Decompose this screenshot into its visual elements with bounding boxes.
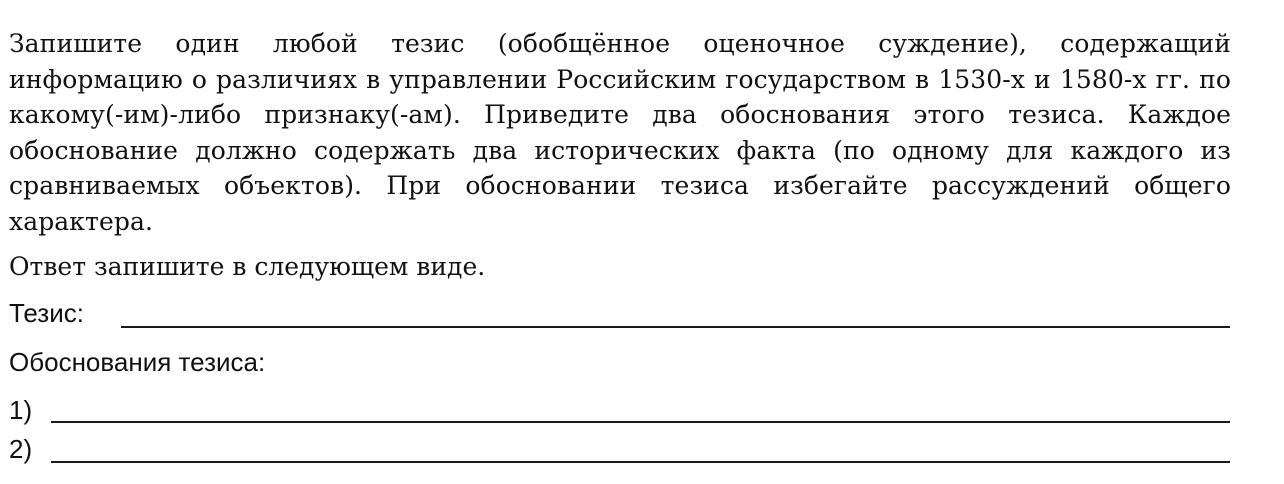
task-statement: Запишите один любой тезис (обобщённое оценочное суждение), содержащий информацию о различиях в управлении Российским государством в 1530-х и 1580-х гг. по какому(-им)-либо признаку(-ам). Приведите два обоснования этого тезиса. Каждое обоснование должно содержать два исторических факта (по одному для каждого из сравниваемых объектов). При обосновании тезиса избегайте рассуждений общего характера. xyxy=(9,29,1231,236)
justification-row-1 xyxy=(9,393,32,427)
justification-1-label: 1) xyxy=(9,395,33,425)
thesis-row xyxy=(9,296,84,330)
justification-1-answer-line[interactable] xyxy=(51,421,1230,423)
thesis-label: Тезис: xyxy=(9,298,84,328)
justifications-label: Обоснования тезиса: xyxy=(9,347,266,377)
justification-2-label: 2) xyxy=(9,434,33,464)
justification-2-answer-line[interactable] xyxy=(51,461,1230,463)
justifications-header xyxy=(9,345,265,379)
answer-format-instruction: Ответ запишите в следующем виде. xyxy=(9,252,486,281)
justification-row-2 xyxy=(9,432,32,466)
thesis-answer-line[interactable] xyxy=(121,326,1230,328)
